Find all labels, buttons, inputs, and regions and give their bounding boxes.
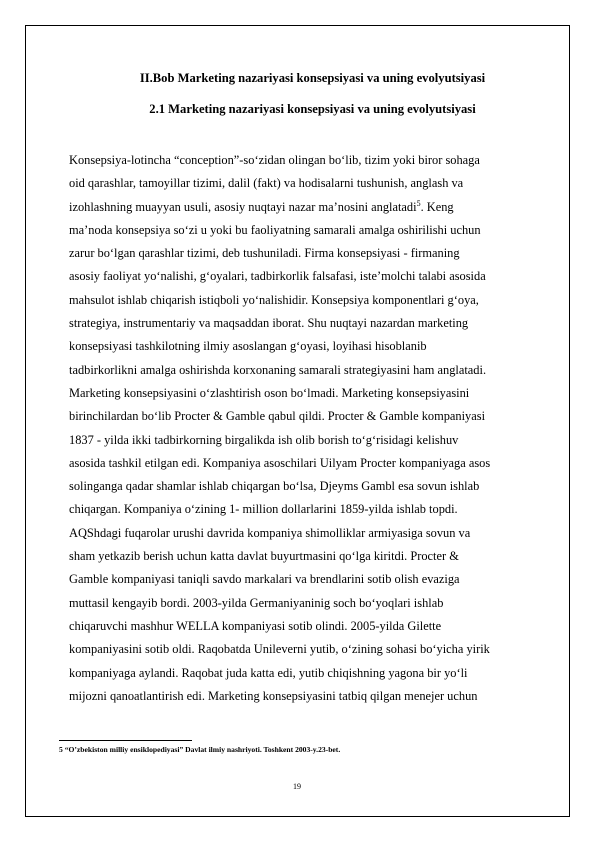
paragraph-line: Gamble kompaniyasi taniqli savdo markalari va brendlarini sotib olish evaziga	[69, 572, 460, 587]
paragraph-line: strategiya, instrumentariy va maqsaddan iborat. Shu nuqtayi nazardan marketing	[69, 316, 469, 331]
body-paragraph	[69, 149, 549, 708]
paragraph-line: sham yetkazib berish uchun katta davlat buyurtmasini qo‘lga kiritdi. Procter &	[69, 549, 459, 564]
paragraph-line: muttasil kengayib bordi. 2003-yilda Germaniyaninig soch bo‘yoqlari ishlab	[69, 595, 444, 610]
paragraph-line: oid qarashlar, tamoyillar tizimi, dalil (fakt) va hodisalarni tushunish, anglash va	[69, 176, 464, 191]
paragraph-line: kompaniyasini sotib oldi. Raqobatda Unileverni yutib, o‘zining sohasi bo‘yicha yirik	[69, 642, 490, 657]
paragraph-line: chiqaruvchi mashhur WELLA kompaniyasi sotib olindi. 2005-yilda Gilette	[69, 618, 442, 633]
paragraph-line: chiqargan. Kompaniya o‘zining 1- million dollarlarini 1859-yilda ishlab topdi.	[69, 502, 458, 517]
paragraph-text: . Keng	[420, 199, 454, 214]
footnote-divider	[59, 740, 192, 741]
paragraph-line: AQShdagi fuqarolar urushi davrida kompaniya shimolliklar armiyasiga sovun va	[69, 525, 471, 540]
paragraph-line: Konsepsiya-lotincha “conception”-so‘zidan olingan bo‘lib, tizim yoki biror sohaga	[69, 153, 480, 167]
paragraph-line: asosiy faoliyat yo‘nalishi, g‘oyalari, tadbirkorlik falsafasi, iste’molchi talabi asosida	[69, 269, 486, 284]
footnote-text: 5 “O’zbekiston milliy ensiklopediyasi” Davlat ilmiy nashriyoti. Toshkent 2003-y.23-bet.	[59, 745, 341, 754]
chapter-title: II.Bob Marketing nazariyasi konsepsiyasi va uning evolyutsiyasi	[139, 71, 486, 85]
paragraph-line: konsepsiyasi tashkilotning ilmiy asoslangan g‘oyasi, loyihasi hisoblanib	[69, 339, 427, 354]
paragraph-line: Marketing konsepsiyasini o‘zlashtirish oson bo‘lmadi. Marketing konsepsiyasini	[69, 385, 470, 400]
paragraph-line: birinchilardan bo‘lib Procter & Gamble qabul qildi. Procter & Gamble kompaniyasi	[69, 409, 486, 424]
paragraph-line: tadbirkorlikni amalga oshirishda korxonaning samarali strategiyasini ham anglatadi.	[69, 362, 487, 377]
paragraph-line	[69, 196, 549, 219]
paragraph-line: mijozni qanoatlantirish edi. Marketing konsepsiyasini tatbiq qilgan menejer uchun	[69, 688, 478, 703]
paragraph-line: solinganga qadar shamlar ishlab chiqargan bo‘lsa, Djeyms Gambl esa sovun ishlab	[69, 479, 480, 494]
paragraph-line: kompaniyaga aylandi. Raqobat juda katta edi, yutib chiqishning yagona bir yo‘li	[69, 665, 468, 680]
paragraph-text: izohlashning muayyan usuli, asosiy nuqtayi nazar ma’nosini anglatadi	[69, 199, 417, 214]
footnote-reference[interactable]: 5	[416, 198, 421, 208]
paragraph-line: zarur bo‘lgan qarashlar tizimi, deb tushuniladi. Firma konsepsiyasi - firmaning	[69, 246, 460, 261]
paragraph-line: mahsulot ishlab chiqarish istiqboli yo‘nalishidir. Konsepsiya komponentlari g‘oya,	[69, 292, 479, 307]
paragraph-line: asosida tashkil etilgan edi. Kompaniya asoschilari Uilyam Procter kompaniyaga asos	[69, 455, 491, 470]
section-title: 2.1 Marketing nazariyasi konsepsiyasi va uning evolyutsiyasi	[149, 102, 476, 116]
page-number: 19	[293, 782, 301, 791]
paragraph-line: 1837 - yilda ikki tadbirkorning birgalikda ish olib borish to‘g‘risidagi kelishuv	[69, 432, 459, 447]
paragraph-line: ma’noda konsepsiya so‘zi u yoki bu faoliyatning samarali amalga oshirilishi uchun	[69, 222, 481, 237]
